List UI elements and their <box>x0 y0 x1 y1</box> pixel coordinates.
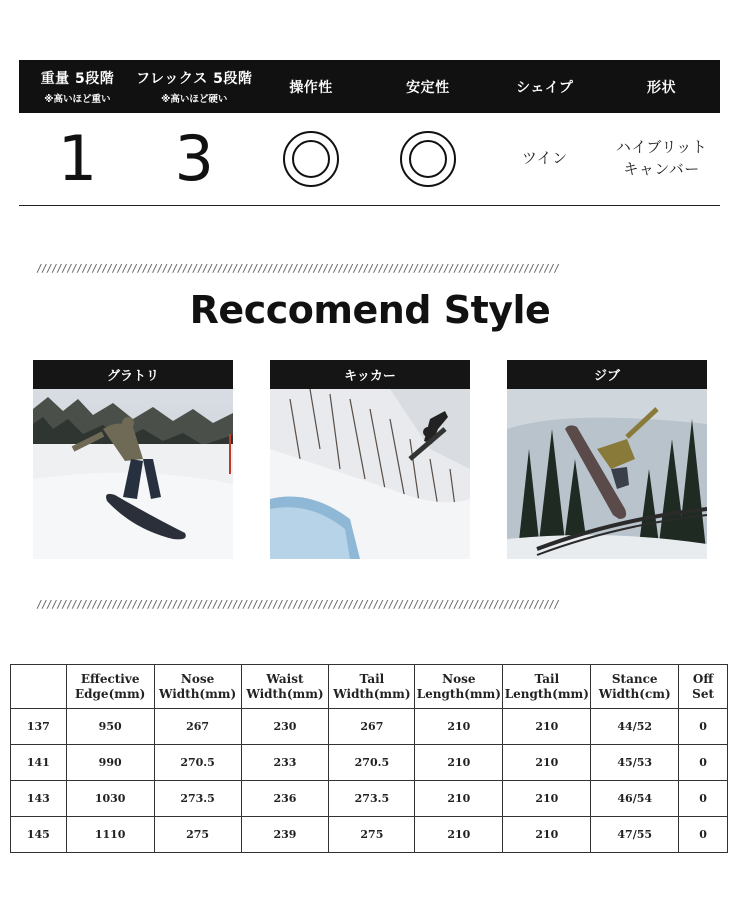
table-cell: 0 <box>679 781 728 817</box>
spec-header-note: ※高いほど硬い <box>161 94 228 105</box>
size-table <box>10 664 728 853</box>
table-cell: 210 <box>415 709 503 745</box>
section-title: Reccomend Style <box>189 288 551 332</box>
column-header: Off Set <box>679 665 728 709</box>
table-cell: 1030 <box>66 781 154 817</box>
table-cell: 210 <box>415 745 503 781</box>
spec-header-label: 安定性 <box>406 79 450 96</box>
column-header: Nose Length(mm) <box>415 665 503 709</box>
double-circle-icon <box>400 131 456 187</box>
kicker-photo <box>270 389 470 559</box>
spec-header-label: 重量 5段階 <box>40 71 115 87</box>
spec-header-label: フレックス 5段階 <box>136 71 253 87</box>
spec-values-row <box>19 113 720 206</box>
style-card-jib <box>507 360 707 559</box>
column-header: Nose Width(mm) <box>154 665 241 709</box>
table-cell: 210 <box>503 745 591 781</box>
table-cell: 44/52 <box>591 709 679 745</box>
table-cell: 233 <box>241 745 329 781</box>
spec-value-flex <box>136 113 253 205</box>
spec-header-stability <box>369 60 486 113</box>
table-cell: 275 <box>329 817 415 853</box>
size-cell: 141 <box>11 745 67 781</box>
slash-divider: //////////////////////////////////////////////////////////////////////////////////////////////////////// <box>36 262 559 275</box>
table-cell: 950 <box>66 709 154 745</box>
table-cell: 210 <box>503 817 591 853</box>
spec-header-flex <box>136 60 253 113</box>
column-header: Waist Width(mm) <box>241 665 329 709</box>
size-cell: 137 <box>11 709 67 745</box>
column-header: Stance Width(cm) <box>591 665 679 709</box>
table-cell: 275 <box>154 817 241 853</box>
spec-value-shape <box>486 113 603 205</box>
table-cell: 0 <box>679 709 728 745</box>
column-header: Tail Width(mm) <box>329 665 415 709</box>
table-cell: 210 <box>503 781 591 817</box>
form-value-line2: キャンバー <box>623 160 700 178</box>
column-header <box>11 665 67 709</box>
size-cell: 143 <box>11 781 67 817</box>
table-header-row <box>11 665 728 709</box>
double-circle-icon <box>283 131 339 187</box>
style-card-gratri <box>33 360 233 559</box>
spec-header-shape <box>486 60 603 113</box>
weight-value: 1 <box>57 122 98 195</box>
table-cell: 1110 <box>66 817 154 853</box>
spec-value-weight <box>19 113 136 205</box>
spec-header-label: 操作性 <box>289 79 333 96</box>
table-cell: 990 <box>66 745 154 781</box>
spec-header-control <box>253 60 370 113</box>
table-cell: 230 <box>241 709 329 745</box>
spec-value-control <box>253 113 370 205</box>
table-row <box>11 781 728 817</box>
table-row <box>11 817 728 853</box>
table-cell: 210 <box>415 817 503 853</box>
table-cell: 45/53 <box>591 745 679 781</box>
table-cell: 210 <box>415 781 503 817</box>
style-label: ジブ <box>507 360 707 389</box>
spec-value-form <box>603 113 720 205</box>
slash-divider: //////////////////////////////////////////////////////////////////////////////////////////////////////// <box>36 598 559 611</box>
gratri-photo <box>33 389 233 559</box>
table-cell: 47/55 <box>591 817 679 853</box>
size-cell: 145 <box>11 817 67 853</box>
spec-header-label: シェイプ <box>516 79 574 96</box>
table-cell: 46/54 <box>591 781 679 817</box>
table-cell: 270.5 <box>154 745 241 781</box>
table-cell: 239 <box>241 817 329 853</box>
spec-value-stability <box>369 113 486 205</box>
column-header: Tail Length(mm) <box>503 665 591 709</box>
table-row <box>11 745 728 781</box>
style-label: キッカー <box>270 360 470 389</box>
table-cell: 273.5 <box>154 781 241 817</box>
style-card-kicker <box>270 360 470 559</box>
form-value-line1: ハイブリット <box>615 138 708 157</box>
shape-value: ツイン <box>521 149 568 168</box>
spec-header-note: ※高いほど重い <box>44 94 111 105</box>
style-label: グラトリ <box>33 360 233 389</box>
spec-header-label: 形状 <box>647 79 677 96</box>
table-cell: 236 <box>241 781 329 817</box>
table-cell: 267 <box>329 709 415 745</box>
form-value <box>616 137 707 181</box>
table-cell: 0 <box>679 745 728 781</box>
jib-photo <box>507 389 707 559</box>
table-cell: 270.5 <box>329 745 415 781</box>
spec-header-form <box>603 60 720 113</box>
table-cell: 0 <box>679 817 728 853</box>
table-cell: 267 <box>154 709 241 745</box>
spec-header <box>19 60 720 113</box>
table-cell: 210 <box>503 709 591 745</box>
flex-value: 3 <box>174 122 214 195</box>
table-cell: 273.5 <box>329 781 415 817</box>
column-header: Effective Edge(mm) <box>66 665 154 709</box>
spec-header-weight <box>19 60 136 113</box>
table-row <box>11 709 728 745</box>
